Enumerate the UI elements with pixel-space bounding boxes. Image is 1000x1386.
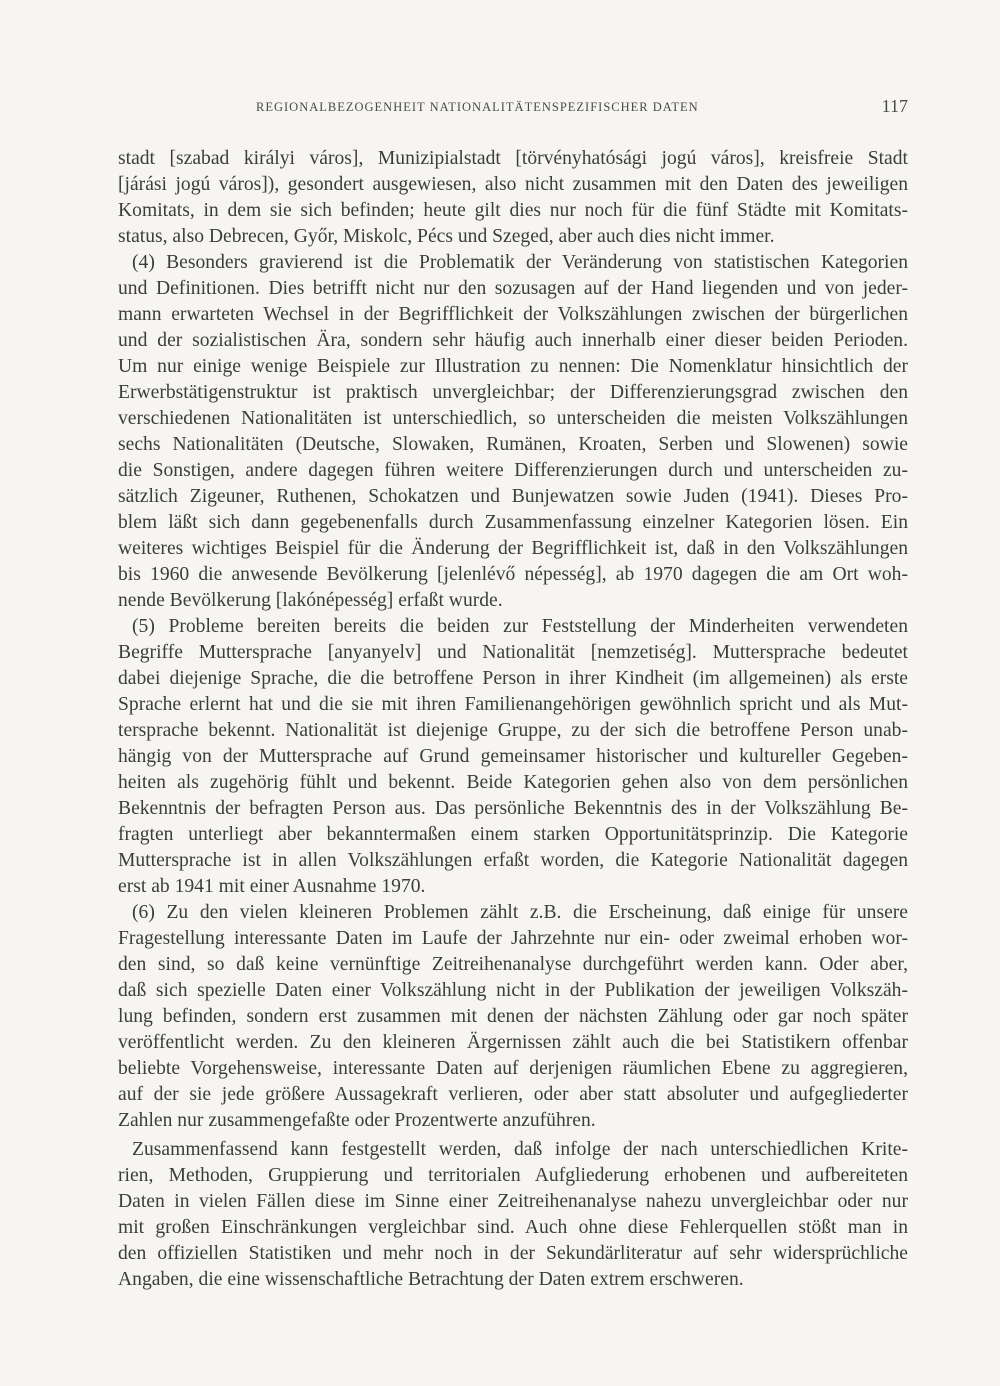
text-line: Komitats, in dem sie sich befinden; heute gilt dies nur noch für die fünf Städte mit Komitats- bbox=[118, 200, 908, 221]
text-line: lung befinden, sondern erst zusammen mit denen der nächsten Zählung oder gar noch später bbox=[118, 1006, 908, 1027]
text-line: veröffentlicht werden. Zu den kleineren Ärgernissen zählt auch die bei Statistikern offenbar bbox=[118, 1032, 908, 1053]
text-line: sätzlich Zigeuner, Ruthenen, Schokatzen und Bunjewatzen sowie Juden (1941). Dieses Pro- bbox=[118, 486, 908, 507]
text-line: (4) Besonders gravierend ist die Problematik der Veränderung von statistischen Kategorien bbox=[132, 252, 908, 273]
text-line: mit großen Einschränkungen vergleichbar sind. Auch ohne diese Fehlerquellen stößt man in bbox=[118, 1217, 908, 1238]
text-line: status, also Debrecen, Győr, Miskolc, Pécs und Szeged, aber auch dies nicht immer. bbox=[118, 226, 775, 247]
text-line: beliebte Vorgehensweise, interessante Daten auf derjenigen räumlichen Ebene zu aggregieren, bbox=[118, 1058, 908, 1079]
running-header bbox=[118, 96, 908, 120]
text-line: Begriffe Muttersprache [anyanyelv] und Nationalität [nemzetiség]. Muttersprache bedeutet bbox=[118, 642, 908, 663]
text-line: blem läßt sich dann gegebenenfalls durch Zusammenfassung einzelner Kategorien lösen. Ein bbox=[118, 512, 908, 533]
text-line: rien, Methoden, Gruppierung und territorialen Aufgliederung erhobenen und aufbereiteten bbox=[118, 1165, 908, 1186]
text-line: Bekenntnis der befragten Person aus. Das persönliche Bekenntnis des in der Volkszählung Be- bbox=[118, 798, 908, 819]
text-line: den sind, so daß keine vernünftige Zeitreihenanalyse durchgeführt werden kann. Oder aber, bbox=[118, 954, 908, 975]
text-line: mann erwarteten Wechsel in der Begrifflichkeit der Volkszählungen zwischen der bürgerlichen bbox=[118, 304, 908, 325]
text-line: sechs Nationalitäten (Deutsche, Slowaken, Rumänen, Kroaten, Serben und Slowenen) sowie bbox=[118, 434, 908, 455]
text-line: Muttersprache ist in allen Volkszählungen erfaßt worden, die Kategorie Nationalität dagegen bbox=[118, 850, 908, 871]
text-line: auf der sie jede größere Aussagekraft verlieren, oder aber statt absoluter und aufgegliederter bbox=[118, 1084, 908, 1105]
text-line: hängig von der Muttersprache auf Grund gemeinsamer historischer und kultureller Gegeben- bbox=[118, 746, 908, 767]
paragraph bbox=[118, 614, 908, 900]
text-line: Erwerbstätigenstruktur ist praktisch unvergleichbar; der Differenzierungsgrad zwischen den bbox=[118, 382, 908, 403]
body-text bbox=[118, 146, 908, 1293]
text-line: und der sozialistischen Ära, sondern sehr häufig auch innerhalb einer dieser beiden Perioden. bbox=[118, 330, 908, 351]
text-line: Angaben, die eine wissenschaftliche Betrachtung der Daten extrem erschweren. bbox=[118, 1269, 744, 1290]
paragraph bbox=[118, 250, 908, 614]
text-line: den offiziellen Statistiken und mehr noch in der Sekundärliteratur auf sehr widersprüchliche bbox=[118, 1243, 908, 1264]
text-line: Daten in vielen Fällen diese im Sinne einer Zeitreihenanalyse nahezu unvergleichbar oder nur bbox=[118, 1191, 908, 1212]
text-line: Zusammenfassend kann festgestellt werden, daß infolge der nach unterschiedlichen Krite- bbox=[132, 1139, 908, 1160]
page-number: 117 bbox=[881, 96, 908, 116]
text-line: verschiedenen Nationalitäten ist unterschiedlich, so unterscheiden die meisten Volkszählungen bbox=[118, 408, 908, 429]
text-line: daß sich spezielle Daten einer Volkszählung nicht in der Publikation der jeweiligen Volkszäh- bbox=[118, 980, 908, 1001]
paragraph bbox=[118, 900, 908, 1134]
text-line: weiteres wichtiges Beispiel für die Änderung der Begrifflichkeit ist, daß in den Volkszählungen bbox=[118, 538, 908, 559]
text-line: die Sonstigen, andere dagegen führen weitere Differenzierungen durch und unterscheiden zu- bbox=[118, 460, 908, 481]
paragraph bbox=[118, 146, 908, 250]
text-line: dabei diejenige Sprache, die die betroffene Person in ihrer Kindheit (im allgemeinen) als erste bbox=[118, 668, 908, 689]
text-line: Fragestellung interessante Daten im Laufe der Jahrzehnte nur ein- oder zweimal erhoben wor- bbox=[118, 928, 908, 949]
text-line: Zahlen nur zusammengefaßte oder Prozentwerte anzuführen. bbox=[118, 1110, 596, 1131]
text-line: bis 1960 die anwesende Bevölkerung [jelenlévő népesség], ab 1970 dagegen die am Ort woh- bbox=[118, 564, 908, 585]
paragraph bbox=[118, 1137, 908, 1293]
text-line: erst ab 1941 mit einer Ausnahme 1970. bbox=[118, 876, 426, 897]
text-line: Sprache erlernt hat und die sie mit ihren Familienangehörigen gewöhnlich spricht und als Mut- bbox=[118, 694, 908, 715]
text-line: nende Bevölkerung [lakónépesség] erfaßt wurde. bbox=[118, 590, 503, 611]
text-line: Um nur einige wenige Beispiele zur Illustration zu nennen: Die Nomenklatur hinsichtlich der bbox=[118, 356, 908, 377]
text-line: tersprache bekennt. Nationalität ist diejenige Gruppe, zu der sich die betroffene Person unab- bbox=[118, 720, 908, 741]
text-line: fragten unterliegt aber bekanntermaßen einem starken Opportunitätsprinzip. Die Kategorie bbox=[118, 824, 908, 845]
text-line: heiten als zugehörig fühlt und bekennt. Beide Kategorien gehen also von dem persönlichen bbox=[118, 772, 908, 793]
text-line: (6) Zu den vielen kleineren Problemen zählt z.B. die Erscheinung, daß einige für unsere bbox=[132, 902, 908, 923]
text-line: und Definitionen. Dies betrifft nicht nur den sozusagen auf der Hand liegenden und von jeder- bbox=[118, 278, 908, 299]
running-title: REGIONALBEZOGENHEIT NATIONALITÄTENSPEZIFISCHER DATEN bbox=[256, 100, 699, 114]
text-line: [járási jogú város]), gesondert ausgewiesen, also nicht zusammen mit den Daten des jeweiligen bbox=[118, 174, 908, 195]
text-line: stadt [szabad királyi város], Munizipialstadt [törvényhatósági jogú város], kreisfreie Stadt bbox=[118, 148, 908, 169]
text-line: (5) Probleme bereiten bereits die beiden zur Feststellung der Minderheiten verwendeten bbox=[132, 616, 908, 637]
